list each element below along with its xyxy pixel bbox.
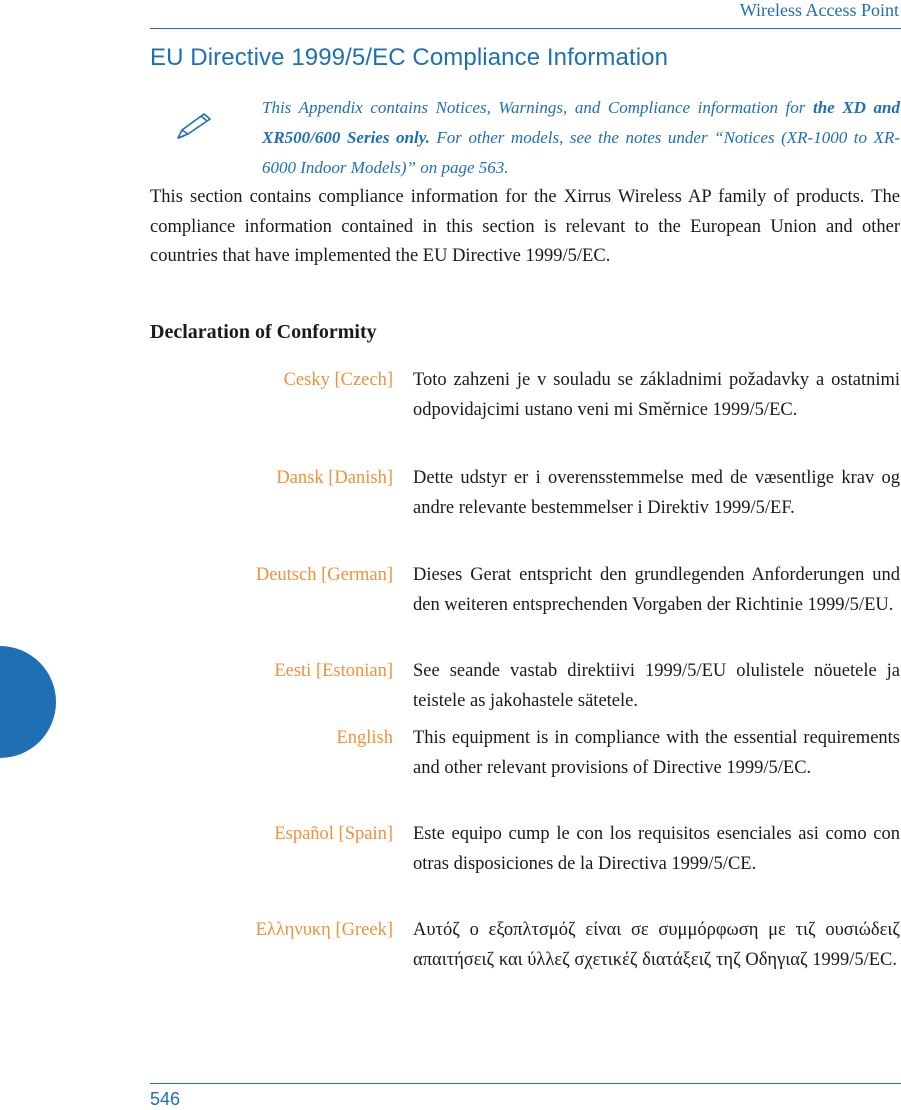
declaration-text: Dette udstyr er i overensstemmelse med de væsentlige krav og andre relevante bestemmelser i Direktiv 1999/5/EF. xyxy=(413,468,900,518)
declaration-row-spanish xyxy=(150,820,900,916)
declaration-table xyxy=(150,366,900,1012)
note-text-before: This Appendix contains Notices, Warnings, and Compliance information for xyxy=(262,98,813,117)
language-label: English xyxy=(336,728,393,748)
section-title: EU Directive 1999/5/EC Compliance Information xyxy=(150,44,669,71)
language-label: Dansk [Danish] xyxy=(276,468,393,488)
declaration-row-czech xyxy=(150,366,900,464)
appendix-note xyxy=(262,93,900,183)
chapter-side-tab xyxy=(0,646,56,758)
declaration-text: Αυτόζ ο εξοπλτσμόζ είναι σε συμμόρφωση με τιζ ουσιώδειζ απαιτήσειζ και ύλλεζ σχετικέζ διατάξειζ τηζ Οδηγιαζ 1999/5/EC. xyxy=(413,920,900,970)
declaration-text: Toto zahzeni je v souladu se základnimi požadavky a ostatnimi odpovidajcimi ustano veni mi Směrnice 1999/5/EC. xyxy=(413,370,900,420)
language-label: Cesky [Czech] xyxy=(283,370,393,390)
page-number: 546 xyxy=(150,1089,181,1109)
note-text-bold: the XD and XR500/600 Series only. xyxy=(262,98,900,147)
declaration-row-estonian xyxy=(150,657,900,724)
intro-paragraph: This section contains compliance information for the Xirrus Wireless AP family of products. The compliance information contained in this section is relevant to the European Union and other countries that have implemented the EU Directive 1999/5/EC. xyxy=(150,187,900,266)
running-header: Wireless Access Point xyxy=(739,0,899,20)
declaration-heading: Declaration of Conformity xyxy=(150,321,377,343)
pencil-note-icon xyxy=(174,112,218,140)
header-rule xyxy=(150,28,901,29)
language-label: Deutsch [German] xyxy=(255,565,393,585)
footer-rule xyxy=(150,1083,901,1084)
declaration-text: See seande vastab direktiivi 1999/5/EU olulistele nöuetele ja teistele as jakohastele sätetele. xyxy=(413,661,900,711)
declaration-text: Este equipo cump le con los requisitos esenciales asi como con otras disposiciones de la Directiva 1999/5/CE. xyxy=(413,824,900,874)
declaration-row-greek xyxy=(150,916,900,1012)
declaration-row-english xyxy=(150,724,900,820)
declaration-text: Dieses Gerat entspricht den grundlegenden Anforderungen und den weiteren entsprechenden Vorgaben der Richtinie 1999/5/EU. xyxy=(413,565,900,615)
language-label: Ελληνυκη [Greek] xyxy=(255,920,393,940)
declaration-row-danish xyxy=(150,464,900,561)
language-label: Español [Spain] xyxy=(274,824,393,844)
note-text-after: For other models, see the notes under “Notices (XR-1000 to XR-6000 Indoor Models)” on page 563. xyxy=(262,128,900,177)
declaration-text: This equipment is in compliance with the essential requirements and other relevant provisions of Directive 1999/5/EC. xyxy=(413,728,900,778)
declaration-row-german xyxy=(150,561,900,657)
language-label: Eesti [Estonian] xyxy=(274,661,393,681)
